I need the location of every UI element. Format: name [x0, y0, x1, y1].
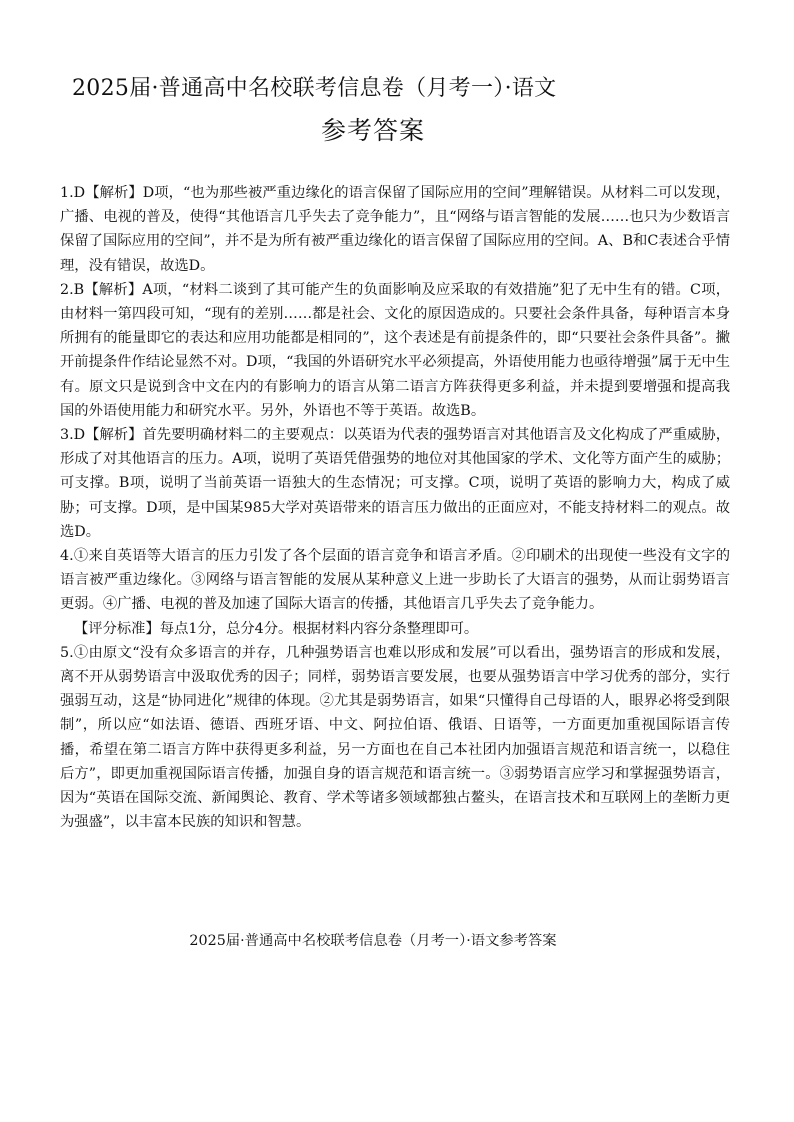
- answer-body: [60, 181, 730, 834]
- document-subtitle: 参考答案: [320, 116, 425, 145]
- answer-1: 1.D【解析】D项，“也为那些被严重边缘化的语言保留了国际应用的空间”理解错误。从材料二可以发现，广播、电视的普及，使得“其他语言几乎失去了竞争能力”，且“网络与语言智能的发展……也只为少数语言保留了国际应用的空间”，并不是为所有被严重边缘化的语言保留了国际应用的空间。A、B和C表述合乎情理，没有错误，故选D。: [60, 185, 730, 274]
- answer-5: 5.①由原文“没有众多语言的并存，几种强势语言也难以形成和发展”可以看出，强势语言的形成和发展，离不开从弱势语言中汲取优秀的因子；同样，弱势语言要发展，也要从强势语言中学习优秀的部分，实行强弱互动，这是“协同进化”规律的体现。②尤其是弱势语言，如果“只懂得自己母语的人，眼界必将受到限制”，所以应“如法语、德语、西班牙语、中文、阿拉伯语、俄语、日语等，一方面更加重视国际语言传播，希望在第二语言方阵中获得更多利益，另一方面也在自己本社团内加强语言规范和语言统一，以稳住后方”，即更加重视国际语言传播，加强自身的语言规范和语言统一。③弱势语言应学习和掌握强势语言，因为“英语在国际交流、新闻舆论、教育、学术等诸多领域都独占鳌头，在语言技术和互联网上的垄断力更为强盛”，以丰富本民族的知识和智慧。: [60, 644, 730, 831]
- document-title: 2025届·普通高中名校联考信息卷（月考一）·语文: [72, 76, 557, 101]
- answer-3: 3.D【解析】首先要明确材料二的主要观点：以英语为代表的强势语言对其他语言及文化构成了严重威胁，形成了对其他语言的压力。A项，说明了英语凭借强势的地位对其他国家的学术、文化等方面产生的威胁；可支撑。B项，说明了当前英语一语独大的生态情况；可支撑。C项，说明了英语的影响力大，构成了威胁；可支撑。D项，是中国某985大学对英语带来的语言压力做出的正面应对，不能支持材料二的观点。故选D。: [60, 427, 730, 540]
- page-footer: 2025届·普通高中名校联考信息卷（月考一）·语文参考答案: [189, 933, 557, 949]
- answer-2: 2.B【解析】A项，“材料二谈到了其可能产生的负面影响及应采取的有效措施”犯了无中生有的错。C项，由材料一第四段可知，“现有的差别……都是社会、文化的原因造成的。只要社会条件具备，每种语言本身所拥有的能量即它的表达和应用功能都是相同的”，这个表述是有前提条件的，即“只要社会条件具备”。撇开前提条件作结论显然不对。D项，“我国的外语研究水平必须提高，外语使用能力也亟待增强”属于无中生有。原文只是说到含中文在内的有影响力的语言从第二语言方阵获得更多利益，并未提到要增强和提高我国的外语使用能力和研究水平。另外，外语也不等于英语。故选B。: [60, 281, 730, 419]
- answer-4: 4.①来自英语等大语言的压力引发了各个层面的语言竞争和语言矛盾。②印刷术的出现使一些没有文字的语言被严重边缘化。③网络与语言智能的发展从某种意义上进一步助长了大语言的强势，从而让弱势语言更弱。④广播、电视的普及加速了国际大语言的传播，其他语言几乎失去了竞争能力。: [60, 548, 730, 613]
- scoring-note: 【评分标准】每点1分，总分4分。根据材料内容分条整理即可。: [74, 620, 479, 637]
